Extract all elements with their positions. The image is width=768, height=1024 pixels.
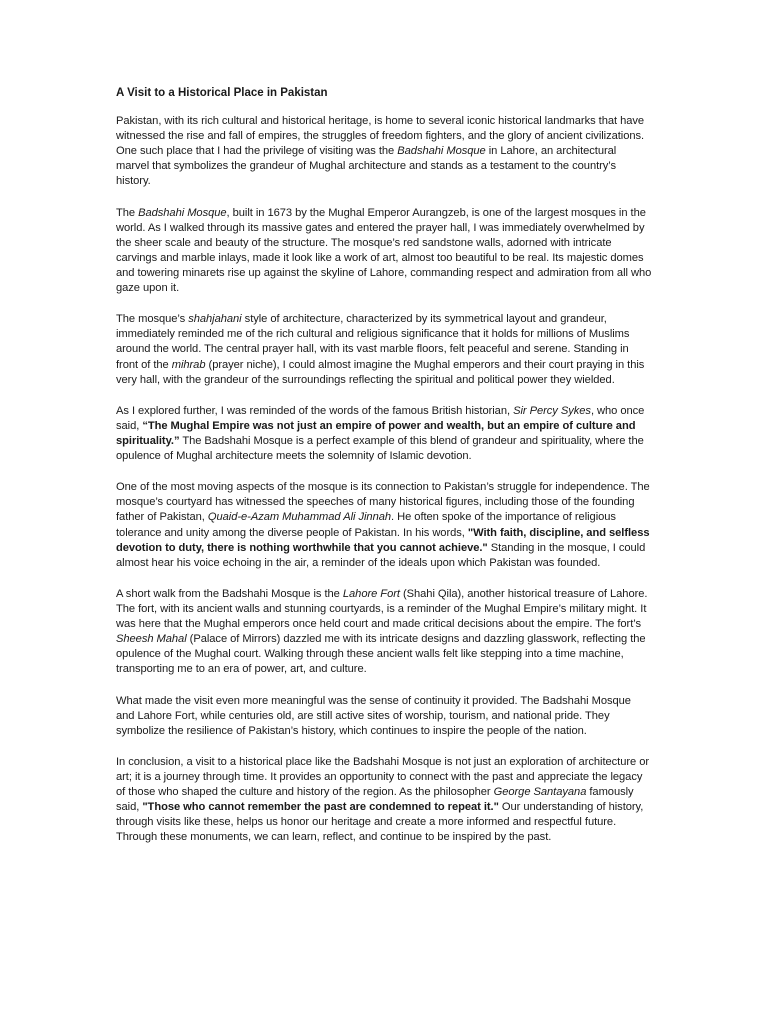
text: What made the visit even more meaningful was the sense of continuity it provided. The Badshahi Mosque and Lahore Fort, while centuries old, are still active sites of worship, tourism, and national pride. They symbolize the resilience of Pakistan’s history, which continues to inspire the people of the nation. — [116, 694, 631, 737]
text: . He often spoke of the importance of religious tolerance and unity among the diverse people of Pakistan. In his words, — [116, 511, 616, 539]
italic-term: Badshahi Mosque — [397, 145, 486, 158]
paragraph-sykes-quote — [116, 404, 652, 464]
text: Standing in the mosque, I could almost hear his voice echoing in the air, a reminder of the ideals upon which Pakistan was founded. — [116, 541, 646, 569]
italic-term: Quaid-e-Azam Muhammad Ali Jinnah — [207, 511, 392, 524]
italic-term: mihrab — [171, 358, 206, 371]
italic-term: shahjahani — [188, 313, 242, 326]
text: , who once said, — [116, 404, 645, 432]
italic-term: George Santayana — [493, 786, 587, 799]
text: A short walk from the Badshahi Mosque is the — [116, 587, 343, 600]
paragraph-conclusion — [116, 755, 652, 846]
text: famously said, — [116, 786, 634, 814]
text: The — [116, 206, 139, 219]
paragraph-architecture — [116, 312, 652, 387]
paragraph-continuity — [116, 694, 652, 739]
text: As I explored further, I was reminded of the words of the famous British historian, — [116, 404, 514, 417]
text: One of the most moving aspects of the mosque is its connection to Pakistan’s struggle for independence. The mosque’s courtyard has witnessed the speeches of many historical figures, including those of the founding father of Pakistan, — [116, 481, 650, 524]
paragraph-badshahi-mosque — [116, 206, 652, 297]
text: Our understanding of history, through visits like these, helps us honor our heritage and create a more informed and respectful future. Through these monuments, we can learn, reflect, and continue to be inspired by the past. — [116, 801, 644, 844]
bold-quote: "Those who cannot remember the past are condemned to repeat it." — [142, 801, 499, 814]
document-title: A Visit to a Historical Place in Pakistan — [116, 87, 328, 99]
italic-term: Sheesh Mahal — [116, 633, 187, 646]
paragraph-lahore-fort — [116, 587, 652, 678]
text: style of architecture, characterized by its symmetrical layout and grandeur, immediately reminded me of the rich cultural and religious significance that it holds for millions of Muslims around the world. The central prayer hall, with its vast marble floors, felt peaceful and serene. Standing in front of the — [116, 313, 630, 371]
paragraph-independence — [116, 480, 652, 571]
bold-quote: "With faith, discipline, and selfless devotion to duty, there is nothing worthwhile that you cannot achieve." — [116, 526, 650, 554]
bold-quote: “The Mughal Empire was not just an empire of power and wealth, but an empire of culture and spirituality.” — [116, 419, 636, 447]
text: The mosque’s — [116, 313, 189, 326]
text: (Shahi Qila), another historical treasure of Lahore. The fort, with its ancient walls and stunning courtyards, is a reminder of the Mughal Empire’s military might. It was here that the Mughal emperors once held court and made critical decisions about the empire. The fort’s — [116, 587, 648, 631]
text: in Lahore, an architectural marvel that symbolizes the grandeur of Mughal architecture and stands as a testament to the country’s history. — [116, 145, 617, 188]
text: In conclusion, a visit to a historical place like the Badshahi Mosque is not just an exploration of architecture or art; it is a journey through time. It provides an opportunity to connect with the past and appreciate the legacy of those who shaped the culture and history of the region. As the philosopher — [116, 755, 650, 799]
text: (Palace of Mirrors) dazzled me with its intricate designs and dazzling glasswork, reflecting the opulence of the Mughal court. Walking through these ancient walls felt like stepping into a time machine, transporting me to an era of power, art, and culture. — [116, 633, 646, 676]
text: (prayer niche), I could almost imagine the Mughal emperors and their court praying in this very hall, with the grandeur of the surroundings reflecting the spiritual and political power they wielded. — [116, 358, 645, 386]
text: The Badshahi Mosque is a perfect example of this blend of grandeur and spirituality, where the opulence of Mughal architecture meets the solemnity of Islamic devotion. — [116, 434, 644, 463]
italic-term: Sir Percy Sykes — [513, 404, 591, 417]
text: , built in 1673 by the Mughal Emperor Aurangzeb, is one of the largest mosques in the world. As I walked through its massive gates and entered the prayer hall, I was immediately overwhelmed by the sheer scale and beauty of the structure. The mosque’s red sandstone walls, adorned with intricate carvings and marble inlays, made it look like a work of art, almost too beautiful to be real. Its majestic domes and towering minarets rise up against the skyline of Lahore, commanding respect and admiration from all who gaze upon it. — [116, 206, 652, 295]
text: Pakistan, with its rich cultural and historical heritage, is home to several iconic historical landmarks that have witnessed the rise and fall of empires, the struggles of freedom fighters, and the glory of ancient civilizations. One such place that I had the privilege of visiting was the — [116, 115, 645, 158]
italic-term: Badshahi Mosque — [138, 206, 227, 219]
paragraph-intro — [116, 114, 652, 189]
italic-term: Lahore Fort — [342, 587, 400, 600]
